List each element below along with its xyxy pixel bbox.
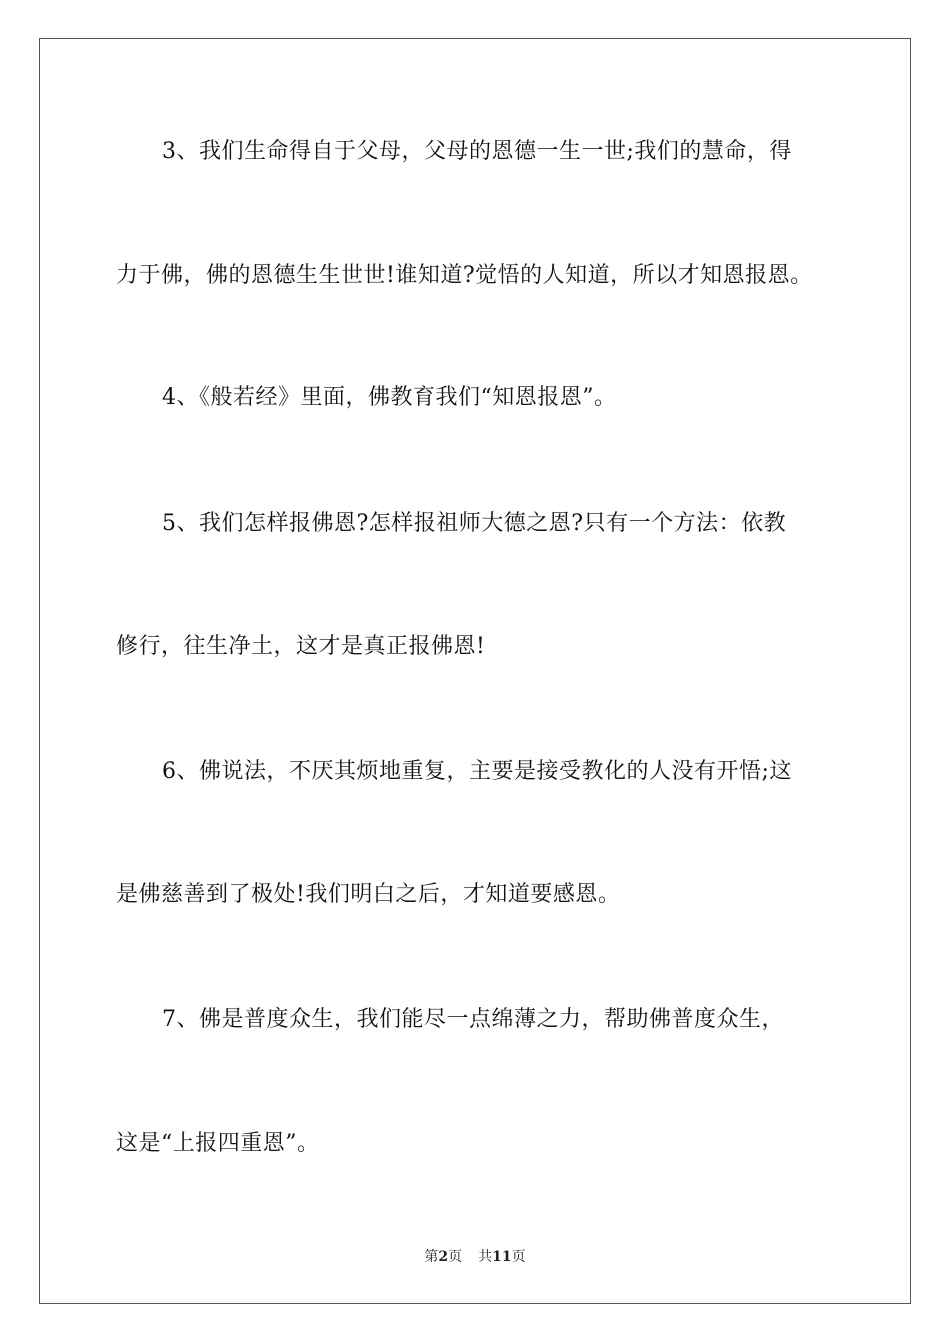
paragraph-5-line-2: 修行，往生净土，这才是真正报佛恩! bbox=[116, 634, 486, 659]
paragraph-6-line-1: 6、佛说法，不厌其烦地重复，主要是接受教化的人没有开悟;这 bbox=[162, 759, 792, 784]
page-border bbox=[39, 38, 911, 1304]
paragraph-3-line-1: 3、我们生命得自于父母，父母的恩德一生一世;我们的慧命，得 bbox=[162, 139, 792, 164]
paragraph-7-line-1: 7、佛是普度众生，我们能尽一点绵薄之力，帮助佛普度众生， bbox=[162, 1007, 784, 1032]
paragraph-5-line-1: 5、我们怎样报佛恩?怎样报祖师大德之恩?只有一个方法：依教 bbox=[162, 511, 787, 536]
paragraph-4-line-1: 4、《般若经》里面，佛教育我们“知恩报恩”。 bbox=[162, 385, 617, 410]
total-prefix: 共 bbox=[478, 1249, 493, 1265]
total-suffix: 页 bbox=[511, 1249, 526, 1265]
page-footer bbox=[0, 1247, 950, 1267]
page-total: 11 bbox=[492, 1249, 512, 1265]
paragraph-6-line-2: 是佛慈善到了极处!我们明白之后，才知道要感恩。 bbox=[116, 882, 621, 907]
paragraph-7-line-2: 这是“上报四重恩”。 bbox=[116, 1131, 320, 1156]
paragraph-3-line-2: 力于佛，佛的恩德生生世世!谁知道?觉悟的人知道，所以才知恩报恩。 bbox=[116, 263, 813, 288]
page-suffix: 页 bbox=[448, 1249, 463, 1265]
page-prefix: 第 bbox=[424, 1249, 439, 1265]
page-current: 2 bbox=[438, 1249, 449, 1265]
